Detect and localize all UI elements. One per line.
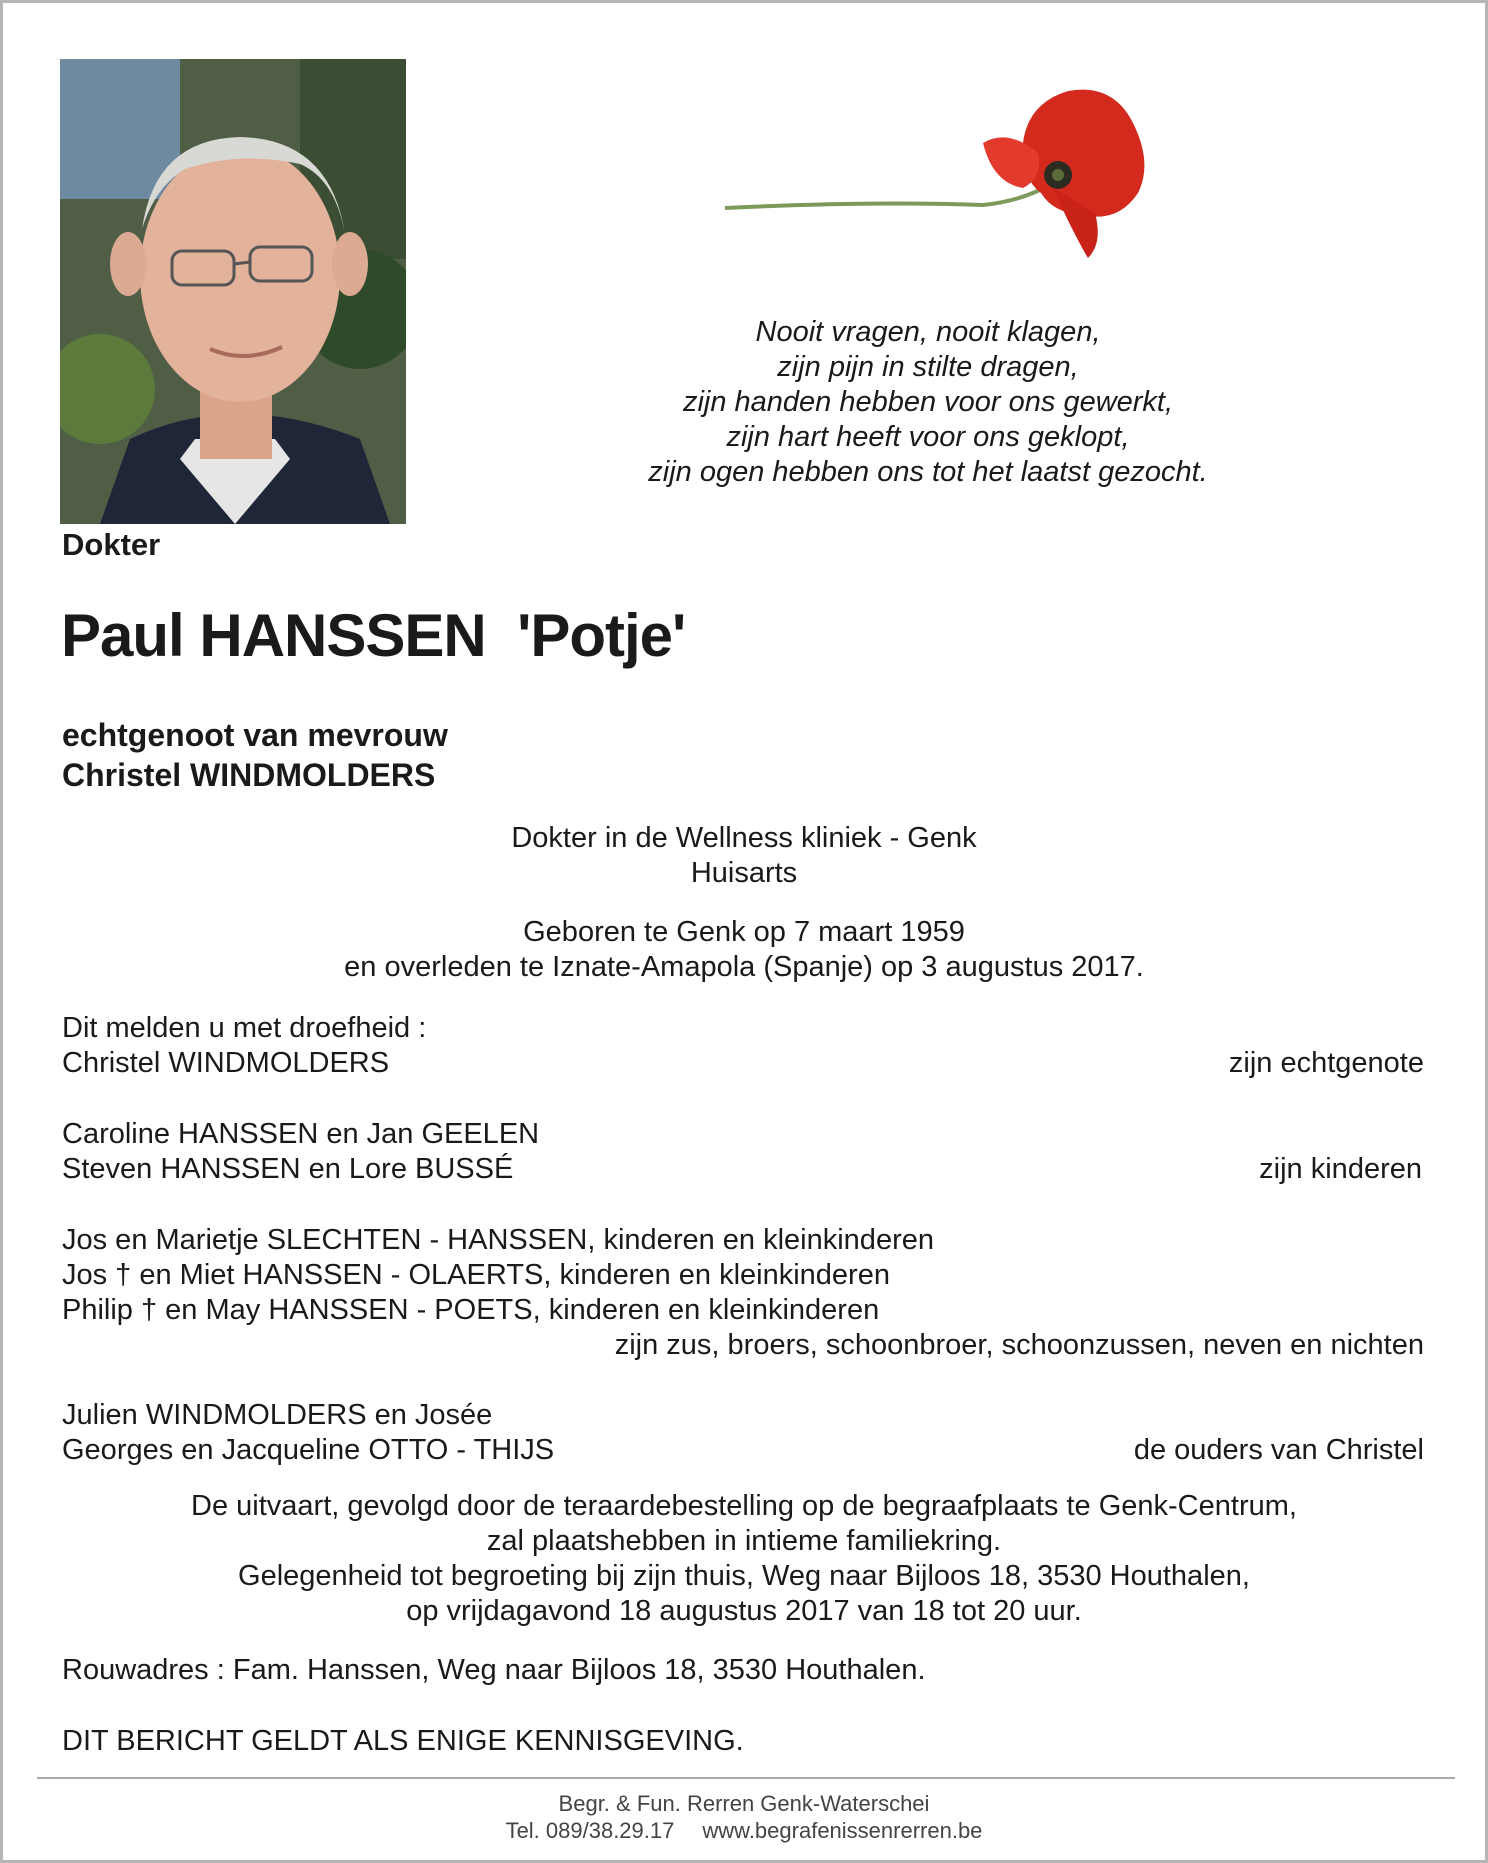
funeral-line: Gelegenheid tot begroeting bij zijn thuis, Weg naar Bijloos 18, 3530 Houthalen, bbox=[238, 1560, 1250, 1592]
sibling-line: Jos † en Miet HANSSEN - OLAERTS, kinderen en kleinkinderen bbox=[62, 1259, 890, 1291]
notice: DIT BERICHT GELDT ALS ENIGE KENNISGEVING. bbox=[62, 1725, 744, 1757]
siblings-relation: zijn zus, broers, schoonbroer, schoonzussen, neven en nichten bbox=[614, 1329, 1424, 1361]
footer-company: Begr. & Fun. Rerren Genk-Waterschei bbox=[558, 1791, 930, 1816]
siblings-row bbox=[62, 1223, 1424, 1363]
spouse-relation: zijn echtgenote bbox=[1228, 1047, 1424, 1079]
mourners-intro: Dit melden u met droefheid : bbox=[62, 1012, 427, 1044]
poem-line: zijn hart heeft voor ons geklopt, bbox=[726, 421, 1130, 453]
spouse-block bbox=[62, 715, 448, 795]
child-line: Steven HANSSEN en Lore BUSSÉ bbox=[62, 1153, 514, 1185]
footer-website[interactable]: www.begrafenissenrerren.be bbox=[702, 1818, 983, 1843]
poem-line: zijn handen hebben voor ons gewerkt, bbox=[682, 386, 1174, 418]
children-relation: zijn kinderen bbox=[1259, 1153, 1422, 1185]
portrait-photo bbox=[60, 59, 406, 524]
birth-line: Geboren te Genk op 7 maart 1959 bbox=[523, 916, 965, 948]
funeral-line: op vrijdagavond 18 augustus 2017 van 18 tot 20 uur. bbox=[406, 1595, 1082, 1627]
footer-divider bbox=[37, 1777, 1455, 1779]
profession-line: Huisarts bbox=[690, 857, 798, 889]
poem-line: Nooit vragen, nooit klagen, bbox=[755, 316, 1101, 348]
parents-relation: de ouders van Christel bbox=[1133, 1434, 1424, 1466]
footer-phone: Tel. 089/38.29.17 bbox=[505, 1818, 675, 1843]
deceased-name: Paul HANSSEN 'Potje' bbox=[61, 602, 686, 669]
poem bbox=[563, 315, 1293, 490]
parents-row bbox=[62, 1398, 1424, 1468]
child-line: Caroline HANSSEN en Jan GEELEN bbox=[62, 1118, 540, 1150]
death-line: en overleden te Iznate-Amapola (Spanje) op 3 augustus 2017. bbox=[344, 951, 1144, 983]
portrait-title: Dokter bbox=[62, 527, 161, 562]
spouse-name: Christel WINDMOLDERS bbox=[62, 1047, 390, 1079]
spouse-line-2: Christel WINDMOLDERS bbox=[62, 757, 436, 793]
sibling-line: Philip † en May HANSSEN - POETS, kinderen en kleinkinderen bbox=[62, 1294, 880, 1326]
funeral-block bbox=[3, 1489, 1485, 1629]
poem-line: zijn ogen hebben ons tot het laatst gezocht. bbox=[648, 456, 1208, 488]
footer-contact bbox=[3, 1817, 1485, 1844]
profession-line: Dokter in de Wellness kliniek - Genk bbox=[511, 822, 977, 854]
funeral-line: De uitvaart, gevolgd door de teraardebestelling op de begraafplaats te Genk-Centrum, bbox=[191, 1490, 1297, 1522]
poppy-icon bbox=[723, 83, 1153, 268]
profession-block bbox=[3, 821, 1485, 891]
mourning-address: Rouwadres : Fam. Hanssen, Weg naar Bijloos 18, 3530 Houthalen. bbox=[62, 1654, 926, 1686]
children-row bbox=[62, 1117, 1424, 1187]
parent-line: Julien WINDMOLDERS en Josée bbox=[62, 1399, 493, 1431]
footer bbox=[3, 1790, 1485, 1844]
spouse-row bbox=[62, 1046, 1424, 1081]
spouse-line-1: echtgenoot van mevrouw bbox=[62, 717, 448, 753]
funeral-line: zal plaatshebben in intieme familiekring. bbox=[486, 1525, 1002, 1557]
sibling-line: Jos en Marietje SLECHTEN - HANSSEN, kinderen en kleinkinderen bbox=[62, 1224, 934, 1256]
parent-line: Georges en Jacqueline OTTO - THIJS bbox=[62, 1434, 555, 1466]
portrait-illustration bbox=[60, 59, 406, 524]
dates-block bbox=[3, 915, 1485, 985]
poem-line: zijn pijn in stilte dragen, bbox=[777, 351, 1079, 383]
